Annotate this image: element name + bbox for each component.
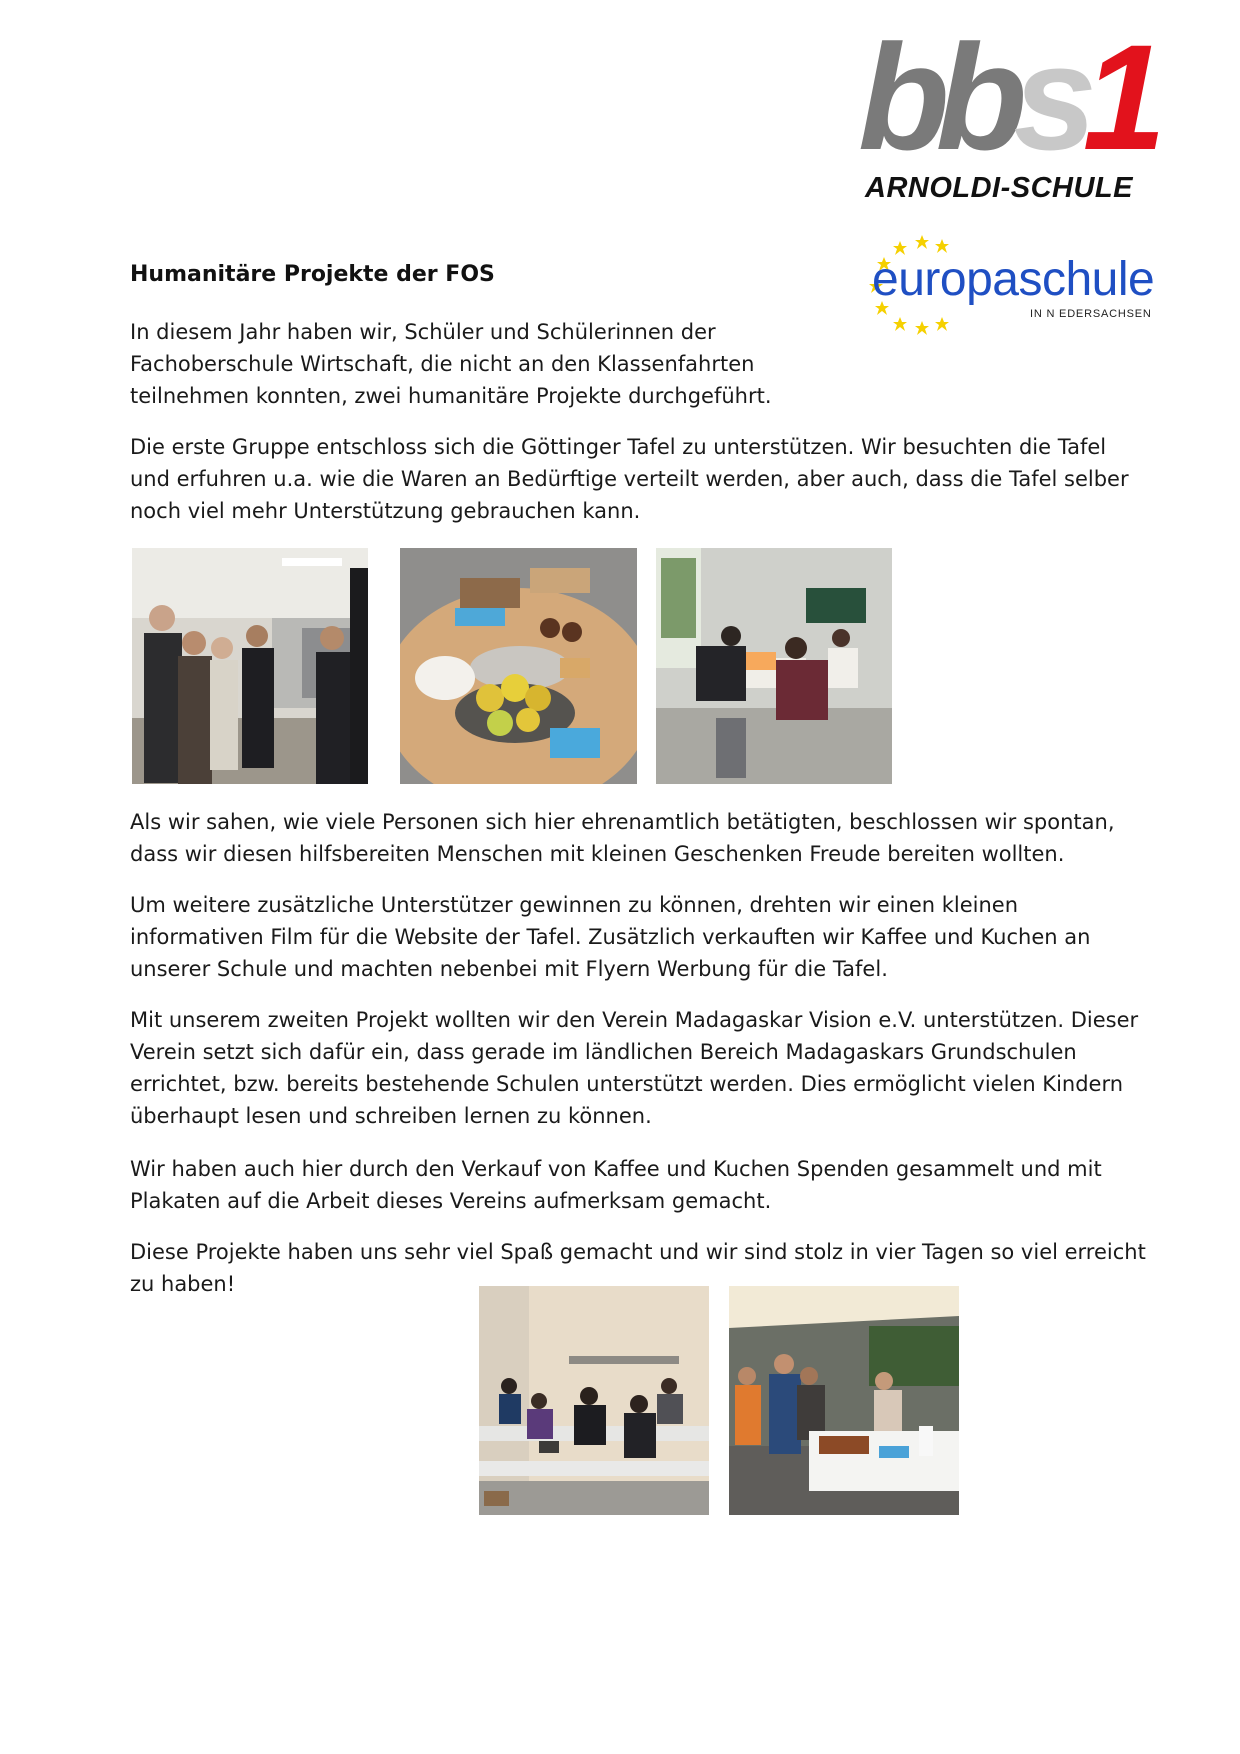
europaschule-region: IN N EDERSACHSEN	[1030, 308, 1152, 320]
text-line: dass wir diesen hilfsbereiten Menschen mit kleinen Geschenken Freude bereiten wollten.	[130, 842, 1065, 866]
logo-digit-1: 1	[1082, 13, 1153, 181]
text-line: Die erste Gruppe entschloss sich die Göttinger Tafel zu unterstützen. Wir besuchten die Tafel	[130, 435, 1107, 459]
photo-classroom-work	[656, 548, 892, 784]
text-line: und erfuhren u.a. wie die Waren an Bedürftige verteilt werden, aber auch, dass die Tafel selber	[130, 467, 1129, 491]
text-line: In diesem Jahr haben wir, Schüler und Schülerinnen der	[130, 320, 716, 344]
school-logo	[858, 13, 1178, 181]
school-name: ARNOLDI-SCHULE	[865, 172, 1133, 204]
paragraph-intro	[130, 316, 1115, 412]
text-line: Fachoberschule Wirtschaft, die nicht an den Klassenfahrten	[130, 352, 755, 376]
photo-image	[400, 548, 637, 784]
text-line: Diese Projekte haben uns sehr viel Spaß gemacht und wir sind stolz in vier Tagen so viel erreicht	[130, 1240, 1146, 1264]
text-line: Wir haben auch hier durch den Verkauf von Kaffee und Kuchen Spenden gesammelt und mit	[130, 1157, 1102, 1181]
photo-tafel-kitchen	[132, 548, 368, 784]
text-line: unserer Schule und machten nebenbei mit Flyern Werbung für die Tafel.	[130, 957, 888, 981]
photo-image	[656, 548, 892, 784]
text-line: überhaupt lesen und schreiben lernen zu können.	[130, 1104, 652, 1128]
photo-image	[729, 1286, 959, 1515]
text-line: informativen Film für die Website der Tafel. Zusätzlich verkauften wir Kaffee und Kuchen an	[130, 925, 1091, 949]
text-line: Verein setzt sich dafür ein, dass gerade im ländlichen Bereich Madagaskars Grundschulen	[130, 1040, 1077, 1064]
text-line: Plakaten auf die Arbeit dieses Vereins aufmerksam gemacht.	[130, 1189, 772, 1213]
logo-letters-bb: bb	[858, 13, 1014, 181]
page-title: Humanitäre Projekte der FOS	[130, 262, 495, 287]
paragraph-gifts	[130, 806, 1115, 870]
text-line: Um weitere zusätzliche Unterstützer gewinnen zu können, drehten wir einen kleinen	[130, 893, 1019, 917]
paragraph-tafel	[130, 431, 1129, 527]
europaschule-text: europaschule	[872, 253, 1155, 306]
photo-image	[479, 1286, 709, 1515]
photo-fruit-table	[400, 548, 637, 784]
text-line: noch viel mehr Unterstützung gebrauchen kann.	[130, 499, 641, 523]
paragraph-madagaskar	[130, 1004, 1139, 1132]
photo-image	[132, 548, 368, 784]
paragraph-spenden	[130, 1153, 1115, 1217]
logo-letter-s: s	[1013, 13, 1083, 181]
text-line: teilnehmen konnten, zwei humanitäre Projekte durchgeführt.	[130, 384, 772, 408]
paragraph-film	[130, 889, 1115, 985]
text-line: errichtet, bzw. bereits bestehende Schulen unterstützt werden. Dies ermöglicht vielen Kindern	[130, 1072, 1124, 1096]
photo-outdoor-sale	[729, 1286, 959, 1515]
text-line: zu haben!	[130, 1272, 236, 1296]
text-line: Mit unserem zweiten Projekt wollten wir den Verein Madagaskar Vision e.V. unterstützen. Dieser	[130, 1008, 1139, 1032]
photo-classroom-posters	[479, 1286, 709, 1515]
text-line: Als wir sahen, wie viele Personen sich hier ehrenamtlich betätigten, beschlossen wir spontan,	[130, 810, 1115, 834]
